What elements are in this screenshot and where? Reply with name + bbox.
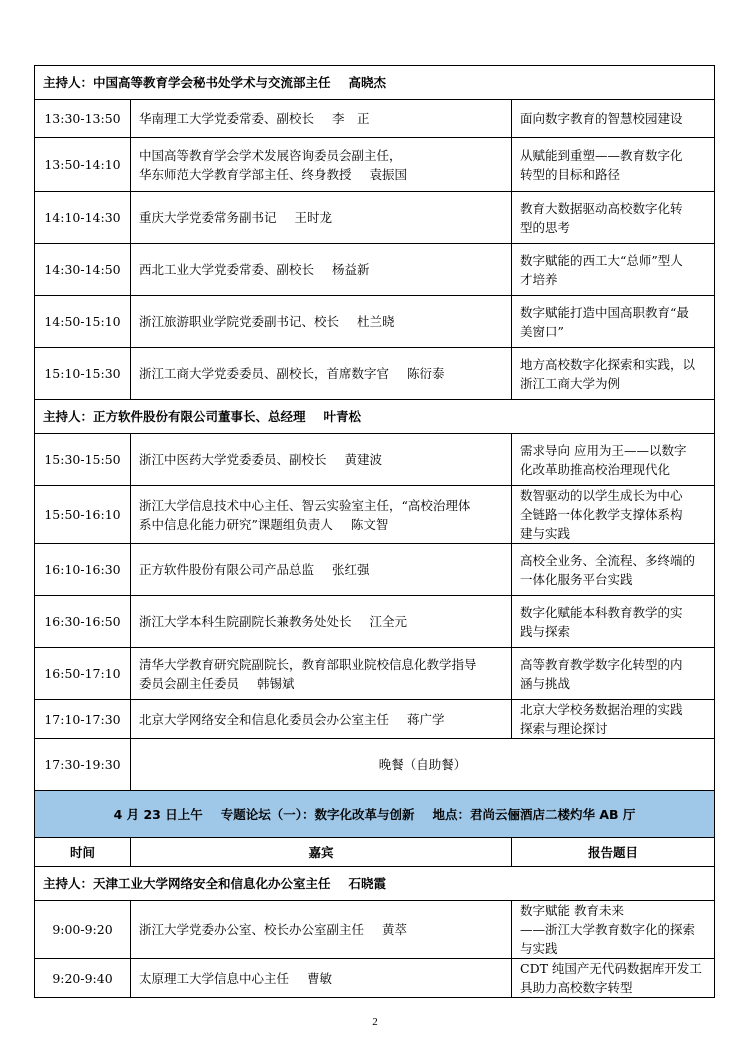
topic-line: 数字赋能的西工大“总师”型人 <box>520 252 683 268</box>
time-cell: 13:50-14:10 <box>35 138 131 192</box>
speaker-line: 清华大学教育研究院副院长，教育部职业院校信息化教学指导 <box>139 656 477 672</box>
host-label: 主持人： <box>43 876 94 891</box>
speaker-cell <box>131 434 512 486</box>
speaker-line: 浙江大学本科生院副院长兼教务处处长 江全元 <box>139 614 408 629</box>
speaker-line: 浙江中医药大学党委委员、副校长 黄建波 <box>139 452 383 467</box>
speaker-line: 浙江大学信息技术中心主任、智云实验室主任，“高校治理体 <box>139 497 471 513</box>
topic-cell <box>512 700 715 739</box>
session-banner-row <box>35 791 715 838</box>
time-cell: 14:50-15:10 <box>35 296 131 348</box>
dinner-cell: 晚餐（自助餐） <box>131 739 715 791</box>
topic-line: ——浙江大学教育数字化的探索 <box>520 922 696 937</box>
topic-cell <box>512 648 715 700</box>
host-label: 主持人： <box>43 75 94 90</box>
topic-line: 建与实践 <box>520 526 571 541</box>
topic-cell <box>512 244 715 296</box>
topic-line: 数字化赋能本科教育教学的实 <box>520 604 683 620</box>
topic-cell <box>512 901 715 959</box>
schedule-row <box>35 544 715 596</box>
topic-line: 探索与理论探讨 <box>520 721 608 736</box>
speaker-line: 浙江旅游职业学院党委副书记、校长 杜兰晓 <box>139 314 395 329</box>
schedule-row <box>35 100 715 138</box>
topic-line: 从赋能到重塑——教育数字化 <box>520 147 683 163</box>
topic-line: 数字赋能打造中国高职教育“最 <box>520 304 689 320</box>
speaker-name: 李 正 <box>332 111 370 126</box>
schedule-row <box>35 348 715 400</box>
time-cell: 14:10-14:30 <box>35 192 131 244</box>
topic-line: 面向数字教育的智慧校园建设 <box>520 111 683 126</box>
time-cell: 13:30-13:50 <box>35 100 131 138</box>
time-cell: 15:50-16:10 <box>35 486 131 544</box>
host-person: 高晓杰 <box>348 75 387 90</box>
time-cell: 16:30-16:50 <box>35 596 131 648</box>
speaker-line: 华南理工大学党委常委、副校长 李 正 <box>139 111 370 126</box>
topic-line: 全链路一体化教学支撑体系构 <box>520 507 683 522</box>
topic-line: 一体化服务平台实践 <box>520 571 633 587</box>
speaker-cell <box>131 596 512 648</box>
host-label: 主持人： <box>43 409 94 424</box>
schedule-row <box>35 648 715 700</box>
page-number: 2 <box>372 1016 378 1028</box>
host-title: 天津工业大学网络安全和信息化办公室主任 <box>93 876 331 891</box>
speaker-line: 委员会副主任委员 韩锡斌 <box>139 675 295 691</box>
host-cell <box>35 867 715 901</box>
schedule-row <box>35 486 715 544</box>
schedule-row <box>35 596 715 648</box>
column-header-topic: 报告题目 <box>512 838 715 867</box>
speaker-line: 太原理工大学信息中心主任 曹敏 <box>139 970 333 986</box>
speaker-cell <box>131 648 512 700</box>
schedule-row <box>35 901 715 959</box>
speaker-cell <box>131 100 512 138</box>
host-row <box>35 66 715 100</box>
speaker-name: 韩锡斌 <box>257 675 295 691</box>
schedule-row <box>35 959 715 998</box>
speaker-name: 曹敏 <box>307 970 333 986</box>
column-header-time: 时间 <box>35 838 131 867</box>
topic-line: 教育大数据驱动高校数字化转 <box>520 200 683 216</box>
speaker-cell <box>131 544 512 596</box>
banner-title: 专题论坛（一）：数字化改革与创新 <box>220 806 415 822</box>
host-cell <box>35 66 715 100</box>
speaker-line: 中国高等教育学会学术发展咨询委员会副主任， <box>139 147 402 163</box>
topic-line: 高等教育教学数字化转型的内 <box>520 656 683 672</box>
speaker-cell <box>131 901 512 959</box>
speaker-name: 陈文智 <box>350 516 389 532</box>
banner-date: 4 月 23 日上午 <box>113 806 203 822</box>
schedule-row <box>35 192 715 244</box>
topic-line: 才培养 <box>520 271 558 287</box>
time-cell: 17:10-17:30 <box>35 700 131 739</box>
speaker-line: 浙江工商大学党委委员、副校长，首席数字官 陈衍泰 <box>139 366 445 381</box>
speaker-cell <box>131 296 512 348</box>
schedule-row <box>35 434 715 486</box>
host-row <box>35 867 715 901</box>
speaker-cell <box>131 192 512 244</box>
speaker-name: 张红强 <box>332 562 370 577</box>
speaker-line: 系中信息化能力研究”课题组负责人 陈文智 <box>139 516 389 532</box>
schedule-row <box>35 244 715 296</box>
topic-line: 践与探索 <box>520 623 571 639</box>
host-person: 叶青松 <box>323 409 362 424</box>
speaker-line: 正方软件股份有限公司产品总监 张红强 <box>139 562 370 577</box>
topic-cell <box>512 486 715 544</box>
speaker-name: 杨益新 <box>332 262 370 277</box>
host-title: 正方软件股份有限公司董事长、总经理 <box>93 409 306 424</box>
speaker-name: 蒋广学 <box>407 711 445 727</box>
host-title: 中国高等教育学会秘书处学术与交流部主任 <box>93 75 331 90</box>
dinner-row <box>35 739 715 791</box>
banner-venue: 地点：君尚云俪酒店二楼灼华 AB 厅 <box>432 806 636 822</box>
time-cell: 16:10-16:30 <box>35 544 131 596</box>
schedule-row <box>35 296 715 348</box>
time-cell: 16:50-17:10 <box>35 648 131 700</box>
topic-cell <box>512 348 715 400</box>
topic-cell <box>512 296 715 348</box>
speaker-cell <box>131 959 512 998</box>
topic-line: 地方高校数字化探索和实践，以 <box>520 356 696 372</box>
topic-cell <box>512 959 715 998</box>
topic-line: 数智驱动的以学生成长为中心 <box>520 488 683 503</box>
time-cell: 15:10-15:30 <box>35 348 131 400</box>
topic-cell <box>512 434 715 486</box>
topic-line: 转型的目标和路径 <box>520 166 621 182</box>
topic-line: 化改革助推高校治理现代化 <box>520 461 671 477</box>
speaker-name: 杜兰晓 <box>357 314 395 329</box>
topic-line: 美窗口” <box>520 323 564 339</box>
time-cell: 15:30-15:50 <box>35 434 131 486</box>
topic-cell <box>512 596 715 648</box>
speaker-cell <box>131 486 512 544</box>
speaker-line: 西北工业大学党委常委、副校长 杨益新 <box>139 262 370 277</box>
speaker-line: 北京大学网络安全和信息化委员会办公室主任 蒋广学 <box>139 711 445 727</box>
topic-line: 型的思考 <box>520 219 571 235</box>
speaker-name: 黄建波 <box>344 452 383 467</box>
topic-line: 数字赋能 教育未来 <box>520 903 624 918</box>
schedule-row <box>35 138 715 192</box>
speaker-cell <box>131 138 512 192</box>
topic-line: 需求导向 应用为王——以数字 <box>520 442 687 458</box>
topic-line: CDT 纯国产无代码数据库开发工 <box>520 961 702 976</box>
speaker-name: 袁振国 <box>369 166 408 182</box>
topic-cell <box>512 544 715 596</box>
time-cell: 17:30-19:30 <box>35 739 131 791</box>
schedule-row <box>35 700 715 739</box>
time-cell: 9:20-9:40 <box>35 959 131 998</box>
topic-line: 浙江工商大学为例 <box>520 375 621 391</box>
speaker-cell <box>131 700 512 739</box>
host-person: 石晓霞 <box>348 876 387 891</box>
time-cell: 9:00-9:20 <box>35 901 131 959</box>
speaker-name: 王时龙 <box>294 210 333 225</box>
session-banner <box>35 791 715 838</box>
speaker-line: 浙江大学党委办公室、校长办公室副主任 黄萃 <box>139 922 408 937</box>
topic-cell <box>512 100 715 138</box>
topic-cell <box>512 138 715 192</box>
host-row <box>35 400 715 434</box>
column-header-row <box>35 838 715 867</box>
host-cell <box>35 400 715 434</box>
speaker-name: 江全元 <box>369 614 408 629</box>
topic-line: 北京大学校务数据治理的实践 <box>520 702 683 717</box>
topic-line: 涵与挑战 <box>520 675 571 691</box>
speaker-line: 华东师范大学教育学部主任、终身教授 袁振国 <box>139 166 408 182</box>
topic-line: 高校全业务、全流程、多终端的 <box>520 552 696 568</box>
schedule-table <box>34 65 715 998</box>
speaker-cell <box>131 348 512 400</box>
time-cell: 14:30-14:50 <box>35 244 131 296</box>
topic-line: 与实践 <box>520 941 558 956</box>
speaker-name: 陈衍泰 <box>407 366 445 381</box>
speaker-line: 重庆大学党委常务副书记 王时龙 <box>139 210 333 225</box>
topic-line: 具助力高校数字转型 <box>520 980 633 995</box>
topic-cell <box>512 192 715 244</box>
speaker-cell <box>131 244 512 296</box>
speaker-name: 黄萃 <box>382 922 408 937</box>
column-header-guest: 嘉宾 <box>131 838 512 867</box>
